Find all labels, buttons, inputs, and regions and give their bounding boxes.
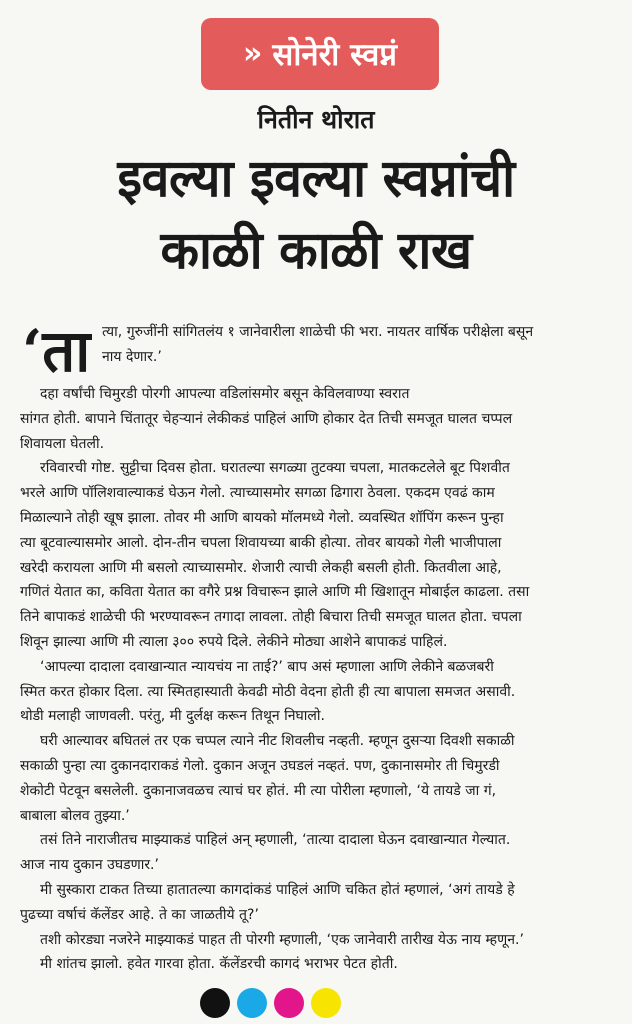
first-paragraph bbox=[20, 317, 616, 385]
article-line: मी सुस्कारा टाकत तिच्या हातातल्या कागदांकडं पाहिलं आणि चकित होतं म्हणालं, ‘अगं तायडे हे bbox=[40, 881, 515, 898]
article-line: रविवारची गोष्ट. सुट्टीचा दिवस होता. घरातल्या सगळ्या तुटक्या चपला, मातकटलेले बूट पिशवीत bbox=[40, 460, 510, 477]
article-body bbox=[20, 317, 616, 977]
article-line: गणितं येतात का, कविता येतात का वगैरे प्रश्न विचारून झाले आणि मी खिशातून मोबाईल काढला. तसा bbox=[20, 584, 530, 601]
headline-line-2: काळी काळी राख bbox=[160, 221, 472, 281]
yellow-dot bbox=[311, 988, 341, 1018]
article-line: घरी आल्यावर बघितलं तर एक चप्पल त्याने नीट शिवलीच नव्हती. म्हणून दुसऱ्या दिवशी सकाळी bbox=[40, 733, 515, 750]
article-line: तिने बापाकडं शाळेची फी भरण्यावरून तगादा लावला. तोही बिचारा तिची समजूत घालत होता. चपला bbox=[20, 609, 522, 626]
column-badge-label: सोनेरी स्वप्नं bbox=[272, 37, 397, 73]
headline-line-1: इवल्या इवल्या स्वप्नांची bbox=[117, 149, 515, 209]
cyan-dot bbox=[237, 988, 267, 1018]
article-line: स्मित करत होकार दिला. त्या स्मितहास्याती केवढी मोठी वेदना होती ही त्या बापाला समजत असावी. bbox=[20, 683, 516, 700]
article-line: बाबाला बोलव तुझ्या.’ bbox=[20, 807, 130, 824]
article-line: सांगत होती. बापाने चिंतातूर चेहऱ्यानं लेकीकडं पाहिलं आणि होकार देत तिची समजूत घालत चप्पल bbox=[20, 410, 513, 427]
article-line: तशी कोरड्या नजरेने माझ्याकडं पाहत ती पोरगी म्हणाली, ‘एक जानेवारी तारीख येऊ नाय म्हणून.’ bbox=[40, 931, 524, 948]
magenta-dot bbox=[274, 988, 304, 1018]
article-line: नाय देणार.’ bbox=[102, 348, 162, 365]
article-line: खरेदी करायला आणि मी बसलो त्याच्यासमोर. शेजारी त्याची लेकही बसली होती. कितवीला आहे, bbox=[20, 559, 502, 576]
author-name: नितीन थोरात bbox=[257, 105, 375, 134]
article-line: पुढच्या वर्षाचं कॅलेंडर आहे. ते का जाळतीये तू?’ bbox=[20, 906, 259, 923]
column-badge bbox=[201, 18, 439, 90]
article-line: तसं तिने नाराजीतच माझ्याकडं पाहिलं अन् म्हणाली, ‘तात्या दादाला घेऊन दवाखान्यात गेल्यात. bbox=[40, 832, 511, 849]
article-line: मिळाल्याने तोही खूष झाला. तोवर मी आणि बायको मॉलमध्ये गेलो. व्यवस्थित शॉपिंग करून पुन्हा bbox=[20, 509, 504, 526]
double-chevron-right-icon: » bbox=[242, 36, 263, 71]
registration-marks bbox=[200, 988, 341, 1018]
article-line: दहा वर्षांची चिमुरडी पोरगी आपल्या वडिलांसमोर बसून केविलवाण्या स्वरात bbox=[40, 386, 410, 402]
black-dot bbox=[200, 988, 230, 1018]
article-line: मी शांतच झालो. हवेत गारवा होता. कॅलेंडरची कागदं भराभर पेटत होती. bbox=[40, 956, 398, 973]
article-line: शिवून झाल्या आणि मी त्याला ३०० रुपये दिले. लेकीने मोठ्या आशेने बापाकडं पाहिलं. bbox=[20, 633, 448, 650]
article-line: आज नाय दुकान उघडणार.’ bbox=[20, 857, 159, 874]
headline bbox=[0, 143, 632, 287]
article-line: त्या, गुरुजींनी सांगितलंय १ जानेवारीला शाळेची फी भरा. नायतर वार्षिक परीक्षेला बसून bbox=[102, 324, 534, 340]
article-line: थोडी मलाही जाणवली. परंतु, मी दुर्लक्ष करून तिथून निघालो. bbox=[20, 708, 325, 725]
drop-cap: ‘ता bbox=[22, 317, 91, 385]
article-line: भरले आणि पॉलिशवाल्याकडं घेऊन गेलो. त्याच्यासमोर सगळा ढिगारा ठेवला. एकदम एवढं काम bbox=[20, 485, 495, 502]
article-line: त्या बूटवाल्यासमोर आलो. दोन-तीन चपला शिवायच्या बाकी होत्या. तोवर बायको गेली भाजीपाला bbox=[20, 534, 502, 551]
article-line: शेकोटी पेटवून बसलेली. दुकानाजवळच त्याचं घर होतं. मी त्या पोरीला म्हणालो, ‘ये तायडे जा गं, bbox=[20, 782, 497, 799]
article-lines bbox=[20, 382, 616, 977]
article-line: सकाळी पुन्हा त्या दुकानदाराकडं गेलो. दुकान अजून उघडलं नव्हतं. पण, दुकानासमोर ती चिमुरडी bbox=[20, 757, 500, 774]
article-line: ‘आपल्या दादाला दवाखान्यात न्यायचंय ना ताई?’ बाप असं म्हणाला आणि लेकीने बळजबरी bbox=[40, 658, 494, 675]
article-line: शिवायला घेतली. bbox=[20, 435, 105, 452]
